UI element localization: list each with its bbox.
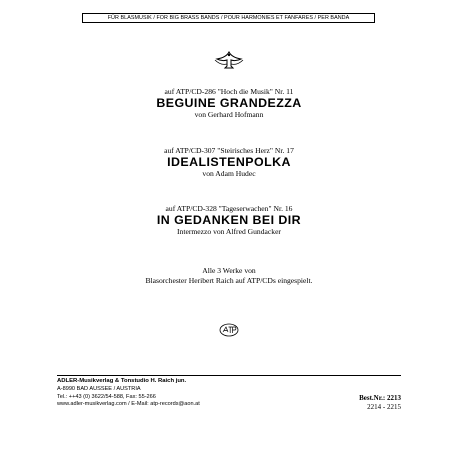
piece-1 <box>0 87 458 119</box>
publisher-phone: Tel.: ++43 (0) 3622/54-588, Fax: 55-266 <box>57 393 156 400</box>
piece-3 <box>0 204 458 236</box>
footer-divider <box>57 375 401 376</box>
note-line: Blasorchester Heribert Raich auf ATP/CDs eingespielt. <box>145 276 313 285</box>
order-number: Best.Nr.: 2213 <box>359 394 401 402</box>
piece-title: BEGUINE GRANDEZZA <box>156 96 302 110</box>
publisher-block <box>57 378 200 409</box>
eagle-emblem-icon <box>211 50 247 70</box>
publisher-web: www.adler-musikverlag.com / E-Mail: atp-records@aon.at <box>57 401 200 408</box>
recording-note <box>0 266 458 286</box>
piece-source: auf ATP/CD-286 "Hoch die Musik" Nr. 11 <box>164 87 294 96</box>
piece-credit: von Adam Hudec <box>202 169 256 178</box>
atp-logo-icon <box>219 323 239 337</box>
piece-title: IN GEDANKEN BEI DIR <box>156 213 302 227</box>
piece-credit: Intermezzo von Alfred Gundacker <box>177 227 281 236</box>
piece-source: auf ATP/CD-307 "Steirisches Herz" Nr. 17 <box>164 146 294 155</box>
publisher-address: A-8990 BAD AUSSEE / AUSTRIA <box>57 385 141 392</box>
instrumentation-banner: FÜR BLASMUSIK / FOR BIG BRASS BANDS / POUR HARMONIES ET FANFARES / PER BANDA <box>82 13 375 23</box>
order-number-range: 2214 - 2215 <box>367 402 401 411</box>
piece-title: IDEALISTENPOLKA <box>167 155 291 169</box>
note-line: Alle 3 Werke von <box>202 266 256 275</box>
piece-2 <box>0 146 458 178</box>
piece-source: auf ATP/CD-328 "Tageserwachen" Nr. 16 <box>165 204 293 213</box>
piece-credit: von Gerhard Hofmann <box>194 110 264 119</box>
publisher-name: ADLER-Musikverlag & Tonstudio H. Raich jun. <box>57 378 187 384</box>
order-number-block <box>359 394 401 411</box>
